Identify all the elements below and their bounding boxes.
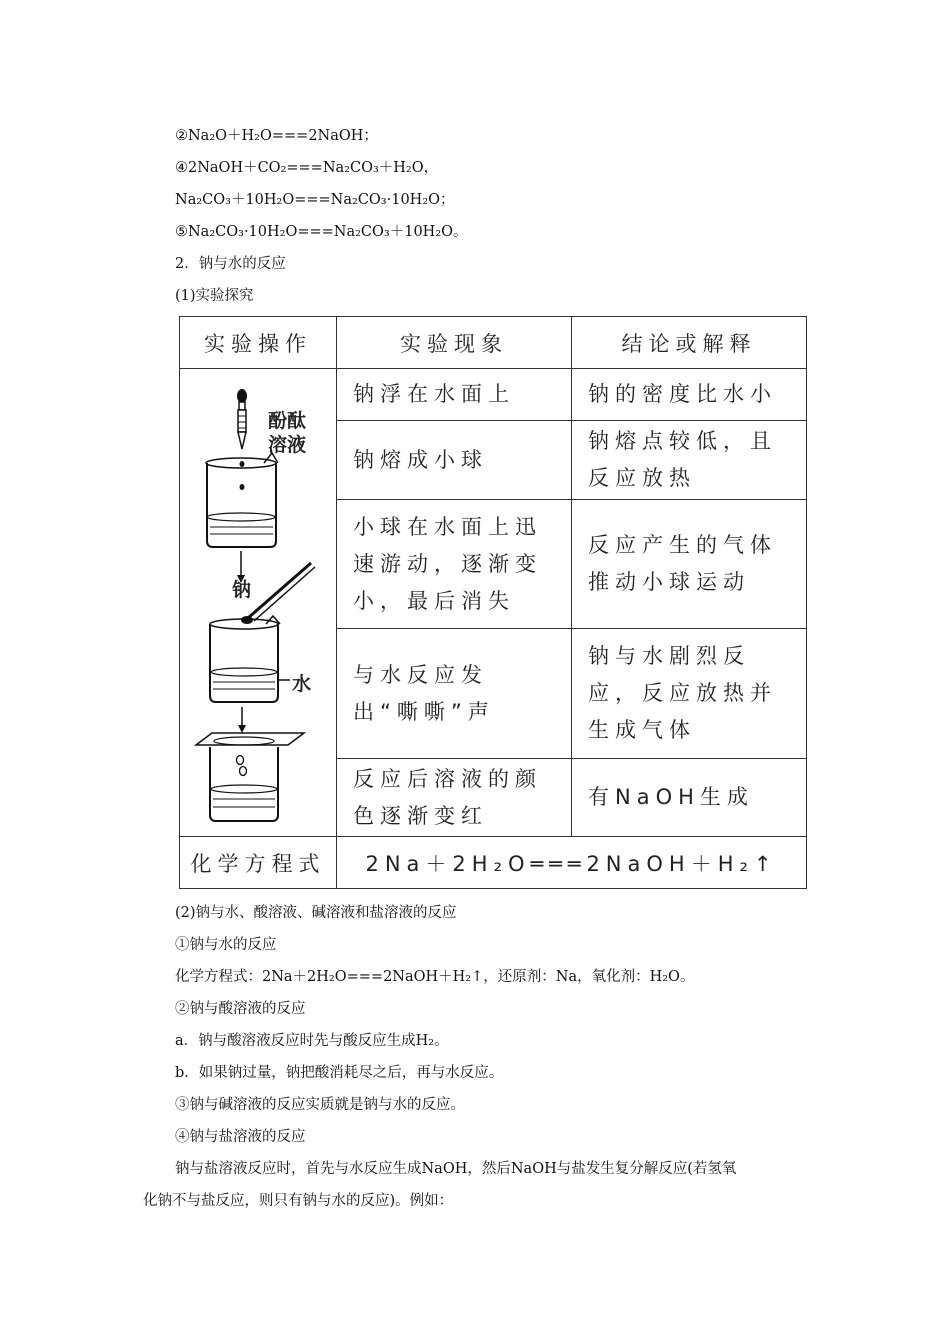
text-line: Na₂CO₃＋10H₂O===Na₂CO₃·10H₂O； [175,192,455,208]
equation-cell: 2Na＋2H₂O═══2NaOH＋H₂↑ [337,837,807,889]
experiment-table [179,316,807,889]
explanation-cell: 有NaOH生成 [572,759,807,837]
header-explanation: 结论或解释 [572,317,807,369]
text-line: ②钠与酸溶液的反应 [175,1001,306,1017]
explanation-cell: 反应产生的气体推动小球运动 [572,500,807,629]
apparatus-cell [180,369,337,837]
subsection-heading: (1)实验探究 [175,288,254,304]
phenomenon-cell: 钠熔成小球 [337,421,572,500]
explanation-cell: 钠与水剧烈反应，反应放热并生成气体 [572,629,807,759]
subsection-heading: (2)钠与水、酸溶液、碱溶液和盐溶液的反应 [175,905,457,921]
explanation-cell: 钠熔点较低，且反应放热 [572,421,807,500]
indicator-label: 酚酞溶液 [268,410,307,456]
text-line: 化学方程式：2Na＋2H₂O===2NaOH＋H₂↑，还原剂：Na，氧化剂：H₂O。 [175,969,695,985]
apparatus-diagram [180,369,336,835]
text-line: b．如果钠过量，钠把酸消耗尽之后，再与水反应。 [175,1065,504,1081]
sodium-label: 钠 [232,579,252,601]
text-line: ⑤Na₂CO₃·10H₂O===Na₂CO₃＋10H₂O。 [175,224,468,240]
header-phenomenon: 实验现象 [337,317,572,369]
text-line: ④2NaOH＋CO₂===Na₂CO₃＋H₂O， [175,160,439,176]
equation-label: 化学方程式 [180,837,337,889]
phenomenon-cell: 钠浮在水面上 [337,369,572,421]
water-label: 水 [292,673,312,695]
text-line: ①钠与水的反应 [175,937,277,953]
section-heading: 2．钠与水的反应 [175,256,286,272]
explanation-cell: 钠的密度比水小 [572,369,807,421]
phenomenon-cell: 小球在水面上迅速游动，逐渐变小，最后消失 [337,500,572,629]
text-line: 钠与盐溶液反应时，首先与水反应生成NaOH，然后NaOH与盐发生复分解反应(若氢氧 [175,1161,737,1177]
text-line: a．钠与酸溶液反应时先与酸反应生成H₂。 [175,1033,449,1049]
text-line: ②Na₂O＋H₂O===2NaOH； [175,128,378,144]
phenomenon-cell: 与水反应发出“嘶嘶”声 [337,629,572,759]
phenomenon-cell: 反应后溶液的颜色逐渐变红 [337,759,572,837]
header-operation: 实验操作 [180,317,337,369]
text-line: ③钠与碱溶液的反应实质就是钠与水的反应。 [175,1097,465,1113]
text-line: ④钠与盐溶液的反应 [175,1129,306,1145]
text-line: 化钠不与盐反应，则只有钠与水的反应)。例如： [143,1193,454,1209]
